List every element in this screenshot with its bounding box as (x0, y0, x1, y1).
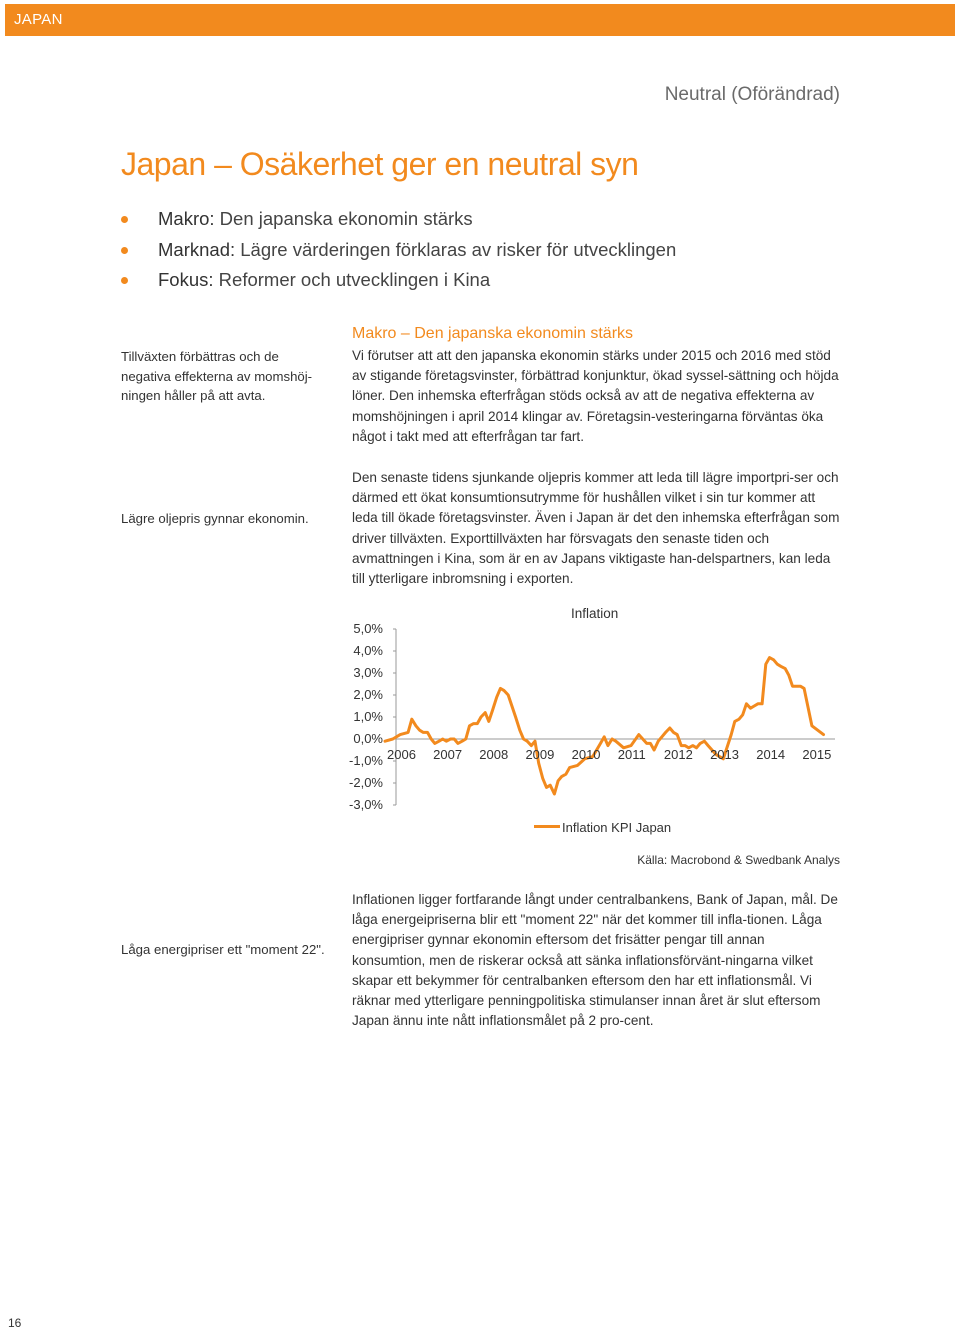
legend-label: Inflation KPI Japan (562, 820, 672, 835)
y-tick-label: 2,0% (353, 687, 383, 702)
page-number: 16 (8, 1316, 22, 1330)
bullet-dot-icon (121, 277, 128, 284)
y-tick-label: 4,0% (353, 643, 383, 658)
chart-title: Inflation (571, 606, 619, 621)
y-tick-label: -3,0% (349, 797, 383, 812)
y-tick-label: -1,0% (349, 753, 383, 768)
bullet-key: Marknad: (158, 238, 236, 260)
bullet-text: Den japanska ekonomin stärks (214, 208, 473, 229)
y-tick-label: 0,0% (353, 731, 383, 746)
chart-legend (534, 820, 671, 835)
y-tick-label: -2,0% (349, 775, 383, 790)
x-tick-label: 2013 (710, 747, 739, 762)
body-paragraph: Vi förutser att att den japanska ekonomin stärks under 2015 och 2016 med stöd av stigande företagsvinster, förbättrad konjunktur, ökad syssel-sättning och höjda löner. Den inhemska efterfrågan stöds också av att de negativa effekterna av momshöjningen i april 2014 klingar av. Företagsin-vesteringarna förväntas öka något i takt med att efterfrågan tar fart. (352, 348, 839, 444)
x-tick-label: 2010 (571, 747, 601, 762)
sidenote: Tillväxten förbättras och de negativa effekterna av momshöj-ningen håller på att avta. (121, 349, 313, 403)
x-tick-label: 2012 (663, 747, 693, 762)
y-tick-label: 3,0% (353, 665, 383, 680)
x-tick-label: 2014 (756, 747, 786, 762)
y-tick-label: 1,0% (353, 709, 383, 724)
x-tick-label: 2009 (525, 747, 555, 762)
bullet-key: Fokus: (158, 269, 214, 290)
x-tick-label: 2006 (387, 747, 416, 762)
body-paragraph: Inflationen ligger fortfarande långt under centralbankens, Bank of Japan, mål. De låga energeipriserna blir ett "moment 22" när det kommer till infla-tionen. Låga energipriser gynnar ekonomin eftersom det frisätter pengar till annan konsumtion, men de riskerar också att sänka inflationsförvänt-ningarna vilket skapar ett bekymmer för centralbanken eftersom den har ett inflationsmål. Vi räknar med ytterligare penningpolitiska stimulanser innan året är slut eftersom Japan ännu inte nått inflationsmålet på 2 pro-cent. (352, 892, 838, 1029)
rating-label: Neutral (Oförändrad) (664, 84, 840, 105)
series-line (385, 658, 824, 794)
page-title: Japan – Osäkerhet ger en neutral syn (121, 146, 639, 182)
bullet-dot-icon (121, 247, 128, 254)
bullet-dot-icon (121, 216, 128, 223)
bullet-item (121, 235, 676, 266)
bullet-item (121, 265, 676, 296)
legend-swatch (534, 825, 560, 828)
x-tick-label: 2015 (802, 747, 832, 762)
section-title: Makro – Den japanska ekonomin stärks (352, 325, 634, 342)
bullet-text: Lägre värderingen förklaras av risker för utvecklingen (235, 238, 677, 260)
chart-plot (340, 602, 850, 842)
y-tick-label: 5,0% (353, 621, 383, 636)
x-tick-label: 2011 (617, 747, 646, 762)
bullet-text: Reformer och utvecklingen i Kina (213, 269, 491, 290)
summary-bullets (121, 204, 676, 296)
sidenote: Lägre oljepris gynnar ekonomin. (121, 511, 309, 526)
section-header-bar (5, 4, 955, 36)
bullet-key: Makro: (158, 208, 215, 229)
section-label: JAPAN (14, 11, 63, 28)
sidenote: Låga energipriser ett "moment 22". (121, 942, 325, 957)
x-tick-label: 2007 (433, 747, 463, 762)
body-paragraph: Den senaste tidens sjunkande oljepris kommer att leda till lägre importpri-ser och därmed ett ökat konsumtionsutrymme för hushållen vilket i sin tur kommer att leda till ökade företagsvinster. Även i Japan är det den inhemska efterfrågan som driver tillväxten. Exporttillväxten har försvagats den senaste tiden och avmattningen i Kina, som är en av Japans viktigaste han-delspartners, kan leda till ytterligare inbromsning i exporten. (352, 470, 840, 587)
source-note: Källa: Macrobond & Swedbank Analys (637, 853, 840, 867)
inflation-chart (340, 602, 850, 842)
x-tick-label: 2008 (479, 747, 509, 762)
bullet-item (121, 204, 676, 235)
